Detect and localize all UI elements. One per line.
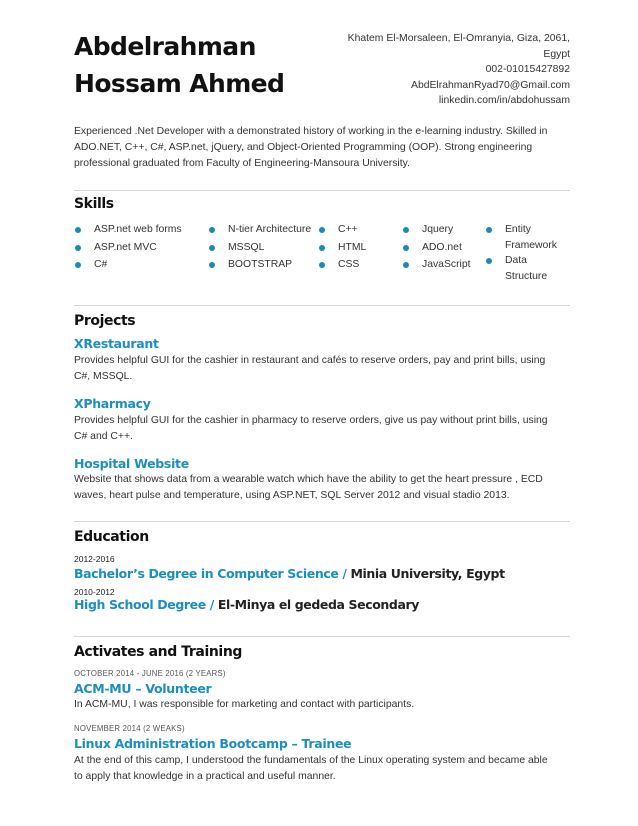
address-line-1: Khatem El-Morsaleen, El-Omranyia, Giza, 2061, xyxy=(347,33,570,44)
skill-item: ASP.net MVC xyxy=(74,240,182,256)
skills-column-4 xyxy=(402,222,471,275)
school-name: El-Minya el gededa Secondary xyxy=(217,597,420,612)
project-description xyxy=(74,413,574,445)
skill-item: ASP.net web forms xyxy=(74,222,182,238)
phone: 002-01015427892 xyxy=(485,64,570,76)
skill-item: BOOTSTRAP xyxy=(208,257,311,273)
projects-heading: Projects xyxy=(74,313,136,329)
skill-item: MSSQL xyxy=(208,240,311,256)
skill-item: HTML xyxy=(318,240,366,256)
skill-item-line: Structure xyxy=(505,270,548,282)
activity-date: OCTOBER 2014 - JUNE 2016 (2 YEARS) xyxy=(74,669,226,678)
name-line-2: Hossam Ahmed xyxy=(74,69,285,98)
project-description-line: waves, heart pulse and temperature, using ASP.NET, SQL Server 2012 and visual stadio 2013. xyxy=(74,490,510,501)
activity-date: NOVEMBER 2014 (2 WEAKS) xyxy=(74,724,185,733)
candidate-name xyxy=(74,28,354,102)
email-link[interactable]: AbdElrahmanRyad70@Gmail.com xyxy=(411,79,570,91)
summary-line-1: Experienced .Net Developer with a demonstrated history of working in the e-learning industry. Skilled in xyxy=(74,126,548,137)
activities-heading: Activates and Training xyxy=(74,644,243,660)
school-name: Minia University, Egypt xyxy=(350,566,505,581)
activity-role: Linux Administration Bootcamp – Trainee xyxy=(74,736,352,751)
project-description-line: Provides helpful GUI for the cashier in restaurant and cafés to reserve orders, pay and print bills, using xyxy=(74,355,546,366)
project-description-line: C#, MSSQL. xyxy=(74,371,133,382)
skills-column-5 xyxy=(485,222,557,284)
skills-list xyxy=(74,222,574,292)
skills-column-2 xyxy=(208,222,311,275)
education-years: 2012-2016 xyxy=(74,554,115,564)
activity-description-line: to apply that knowledge in a practical and useful manner. xyxy=(74,771,336,782)
activity-description-line: In ACM-MU, I was responsible for marketing and contact with participants. xyxy=(74,699,415,710)
project-description xyxy=(74,353,574,385)
divider xyxy=(74,636,570,637)
skill-item: Jquery xyxy=(402,222,471,238)
skill-item-line: Framework xyxy=(505,239,557,251)
activity-description-line: At the end of this camp, I understood the fundamentals of the Linux operating system and became able xyxy=(74,755,548,766)
summary xyxy=(74,124,574,172)
project-description-line: C# and C++. xyxy=(74,431,133,442)
project-description-line: Provides helpful GUI for the cashier in pharmacy to reserve orders, give us pay without print bills, using xyxy=(74,415,548,426)
summary-line-2: ADO.NET, C++, C#, ASP.net, jQuery, and Object-Oriented Programming (OOP). Strong engineering xyxy=(74,142,533,153)
skill-item: ADO.net xyxy=(402,240,471,256)
skill-item: C# xyxy=(74,257,182,273)
divider xyxy=(74,521,570,522)
skill-item: C++ xyxy=(318,222,366,238)
address-line-2: Egypt xyxy=(543,48,570,60)
skills-heading: Skills xyxy=(74,196,114,212)
skill-item-line: Data xyxy=(505,255,527,267)
degree-name: High School Degree / xyxy=(74,597,214,612)
skill-item xyxy=(485,253,557,284)
education-entry xyxy=(74,597,419,612)
contact-block xyxy=(320,31,570,109)
education-entry xyxy=(74,566,505,581)
linkedin-link[interactable]: linkedin.com/in/abdohussam xyxy=(438,95,570,107)
skill-item-line: Entity xyxy=(505,224,531,235)
skill-item: JavaScript xyxy=(402,257,471,273)
activity-description xyxy=(74,697,574,713)
skill-item xyxy=(485,222,557,253)
divider xyxy=(74,305,570,306)
project-title: XPharmacy xyxy=(74,396,151,411)
project-title: XRestaurant xyxy=(74,336,159,351)
skill-item: CSS xyxy=(318,257,366,273)
education-years: 2010-2012 xyxy=(74,587,115,597)
summary-line-3: professional graduated from Faculty of Engineering-Mansoura University. xyxy=(74,158,410,169)
skill-item: N-tier Architecture xyxy=(208,222,311,238)
skills-column-3 xyxy=(318,222,366,275)
activity-role: ACM-MU – Volunteer xyxy=(74,681,212,696)
project-title: Hospital Website xyxy=(74,456,189,471)
education-heading: Education xyxy=(74,529,149,545)
divider xyxy=(74,190,570,191)
project-description xyxy=(74,472,574,504)
name-line-1: Abdelrahman xyxy=(74,32,256,61)
activity-description xyxy=(74,753,574,785)
degree-name: Bachelor’s Degree in Computer Science / xyxy=(74,566,347,581)
project-description-line: Website that shows data from a wearable watch which have the ability to get the heart pressure , ECD xyxy=(74,474,543,485)
skills-column-1 xyxy=(74,222,182,275)
